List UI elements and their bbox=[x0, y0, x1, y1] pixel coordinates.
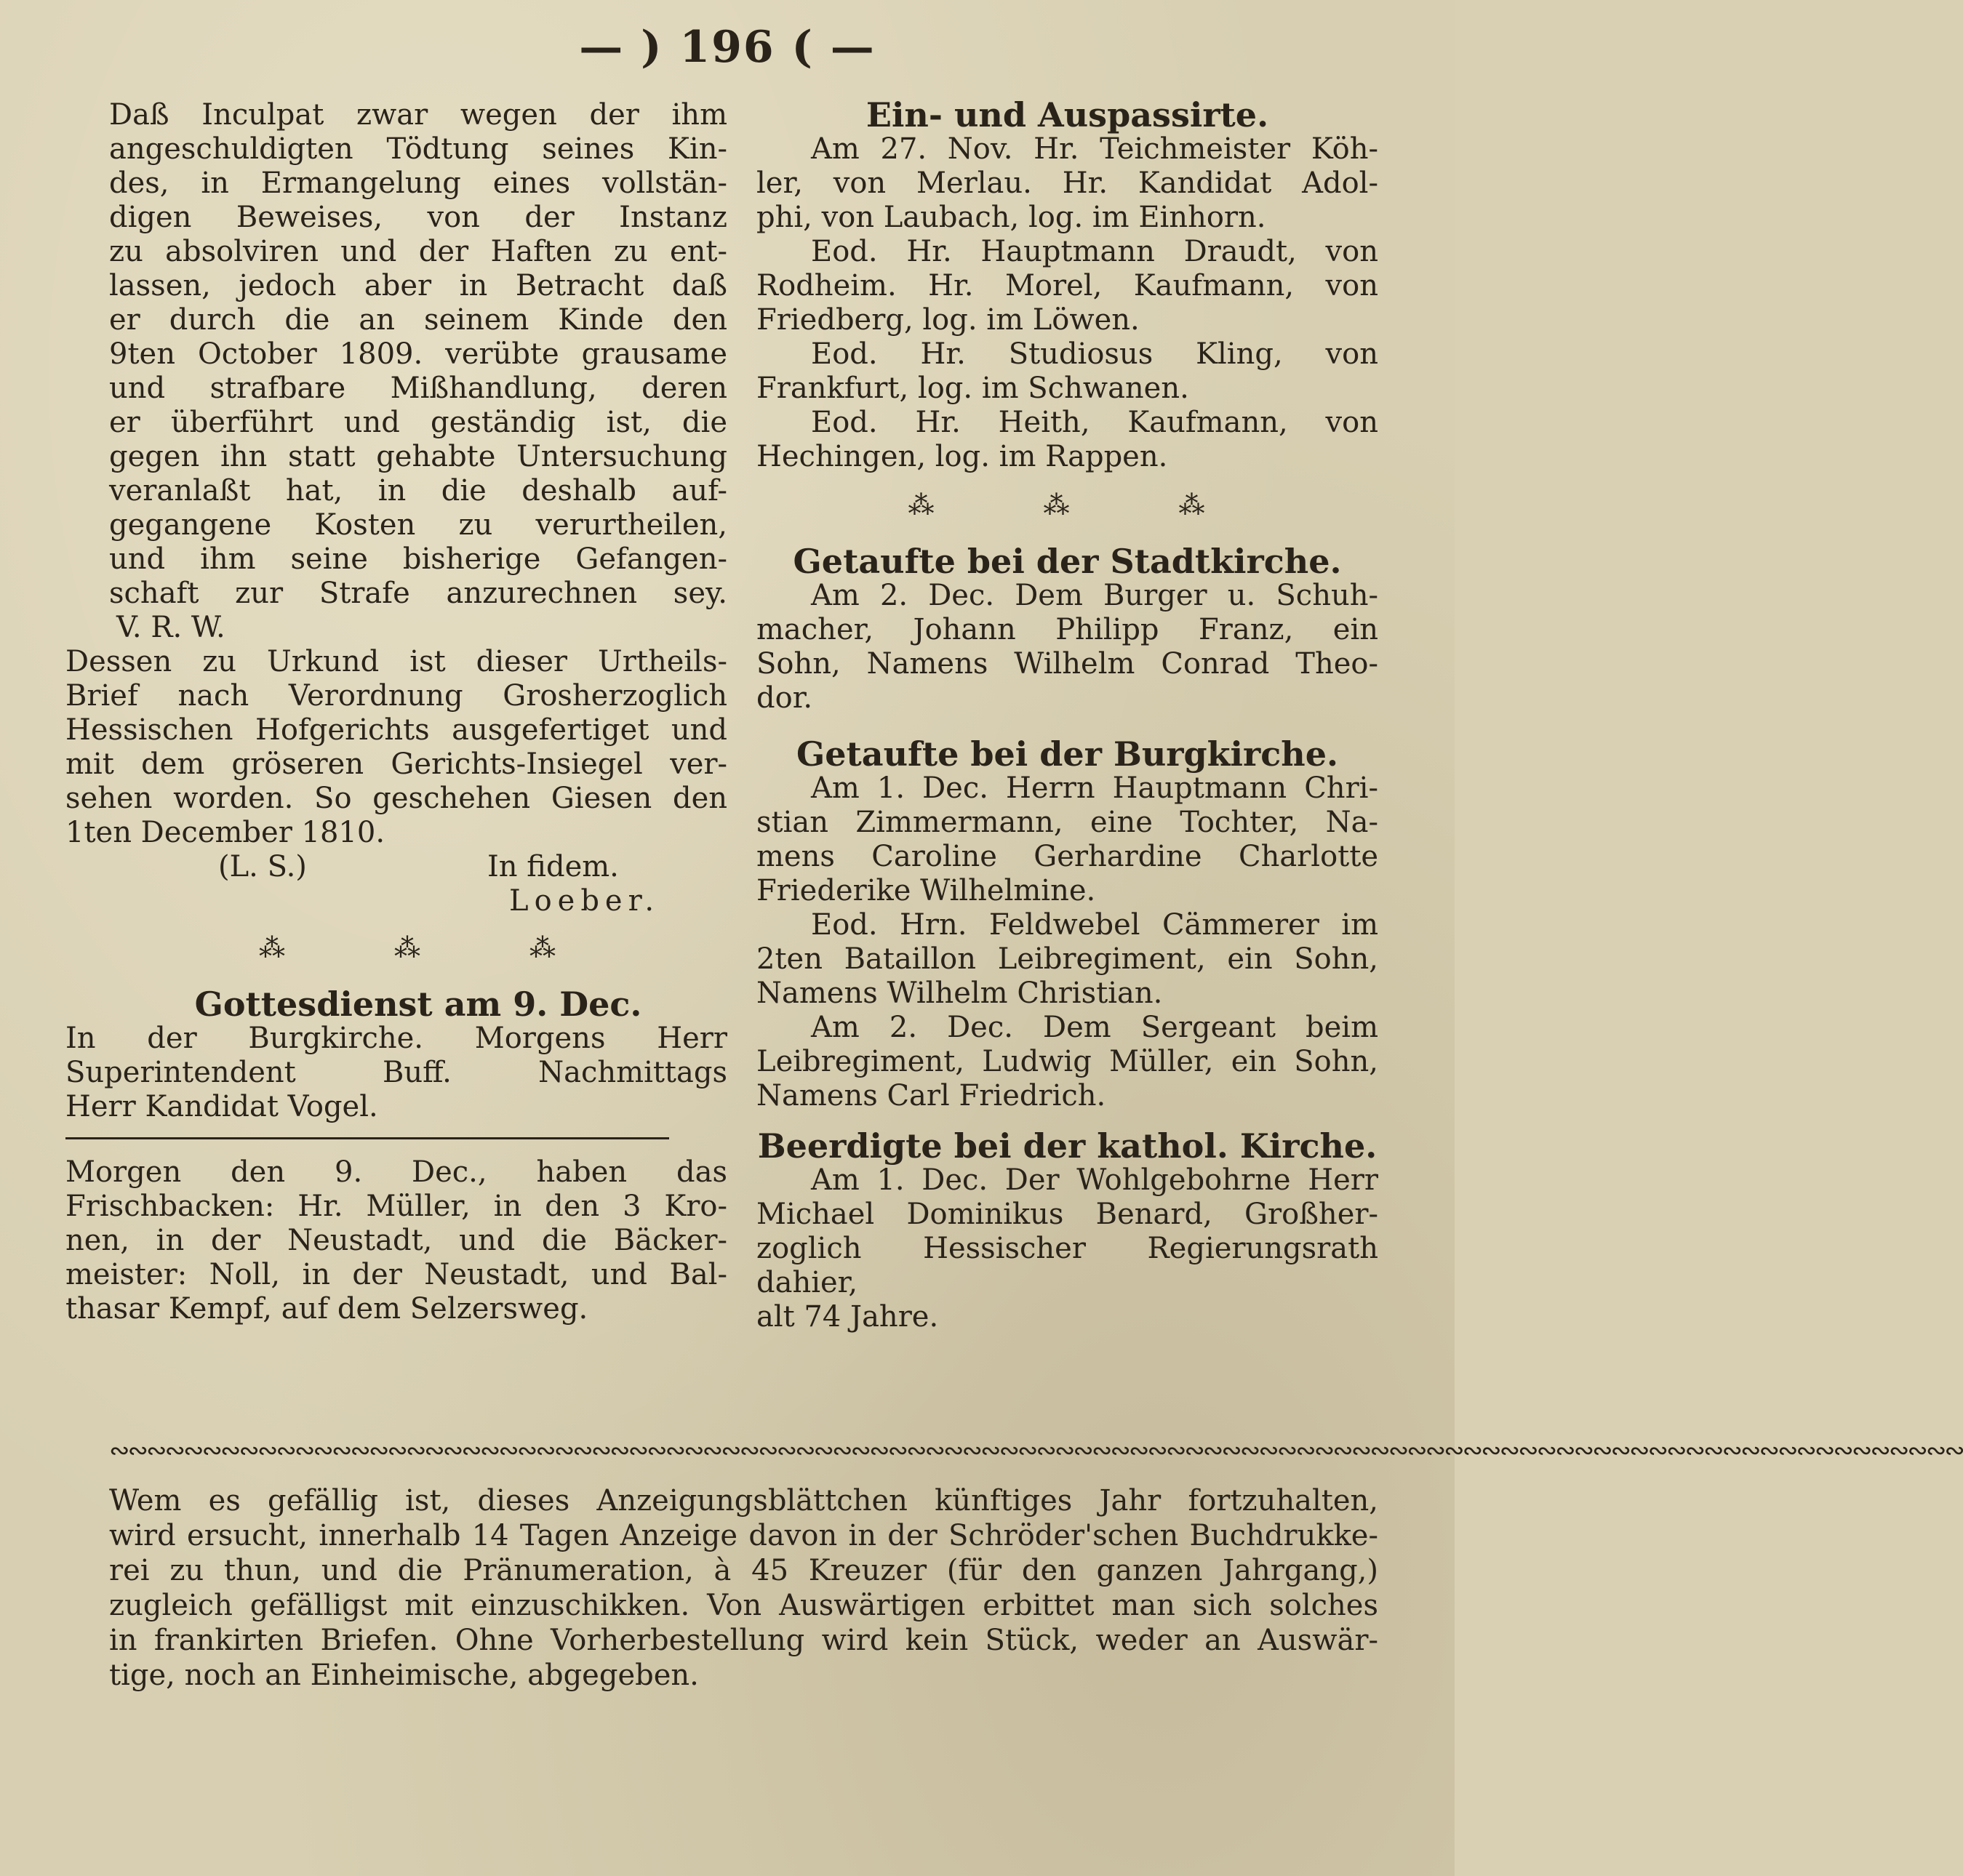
star-ornament: ⁂ bbox=[529, 934, 577, 963]
text-line: lassen, jedoch aber in Betracht daß bbox=[109, 269, 727, 302]
urkund-date: 1ten December 1810. bbox=[65, 816, 385, 849]
signature-row bbox=[109, 850, 727, 884]
text-line: meister: Noll, in der Neustadt, und Bal- bbox=[65, 1258, 727, 1291]
star-ornament: ⁂ bbox=[394, 934, 442, 963]
text-line: nen, in der Neustadt, und die Bäcker- bbox=[65, 1224, 727, 1257]
text-line: Frischbacken: Hr. Müller, in den 3 Kro- bbox=[65, 1190, 727, 1223]
text-line-last: phi, von Laubach, log. im Einhorn. bbox=[756, 201, 1266, 234]
text-line: Superintendent Buff. Nachmittags bbox=[65, 1056, 727, 1089]
text-line: in frankirten Briefen. Ohne Vorherbestellung wird kein Stück, weder an Auswär- bbox=[109, 1624, 1378, 1657]
text-line: angeschuldigten Tödtung seines Kin- bbox=[109, 132, 727, 166]
burgkirche-heading: Getaufte bei der Burgkirche. bbox=[796, 734, 1338, 774]
text-line: Hessischen Hofgerichts ausgefertiget und bbox=[65, 713, 727, 747]
text-line: Morgen den 9. Dec., haben das bbox=[65, 1155, 727, 1189]
text-line: mit dem gröseren Gerichts-Insiegel ver- bbox=[65, 747, 727, 781]
text-line: Eod. Hr. Heith, Kaufmann, von bbox=[811, 406, 1378, 439]
left-column bbox=[65, 98, 727, 1326]
text-line: und strafbare Mißhandlung, deren bbox=[109, 372, 727, 405]
gottesdienst-last: Herr Kandidat Vogel. bbox=[65, 1090, 378, 1123]
burgkirche-entry bbox=[756, 1011, 1378, 1113]
text-line: Am 2. Dec. Dem Burger u. Schuh- bbox=[811, 579, 1378, 612]
urkund-paragraph bbox=[65, 645, 727, 816]
text-line: macher, Johann Philipp Franz, ein bbox=[756, 613, 1378, 646]
text-line: und ihm seine bisherige Gefangen- bbox=[109, 542, 727, 576]
stadtkirche-entry bbox=[756, 579, 1378, 715]
ein-entry bbox=[756, 132, 1378, 235]
text-line: mens Caroline Gerhardine Charlotte bbox=[756, 840, 1378, 873]
seal-mark: (L. S.) bbox=[218, 850, 307, 883]
star-divider-left bbox=[109, 931, 727, 966]
stadtkirche-heading: Getaufte bei der Stadtkirche. bbox=[793, 542, 1342, 581]
text-line-last: Namens Carl Friedrich. bbox=[756, 1079, 1106, 1113]
text-line-last: Hechingen, log. im Rappen. bbox=[756, 440, 1168, 473]
text-line: Am 2. Dec. Dem Sergeant beim bbox=[811, 1011, 1378, 1044]
text-line: rei zu thun, und die Pränumeration, à 45 Kreuzer (für den ganzen Jahrgang,) bbox=[109, 1554, 1378, 1587]
text-line: sehen worden. So geschehen Giesen den bbox=[65, 782, 727, 815]
subscription-notice bbox=[109, 1483, 1378, 1693]
section-rule bbox=[65, 1137, 669, 1139]
ein-entry bbox=[756, 406, 1378, 474]
text-line: In der Burgkirche. Morgens Herr bbox=[65, 1022, 727, 1055]
text-line: zugleich gefälligst mit einzuschikken. Von Auswärtigen erbittet man sich solches bbox=[109, 1589, 1378, 1622]
text-line: schaft zur Strafe anzurechnen sey. bbox=[109, 577, 727, 610]
text-line: Wem es gefällig ist, dieses Anzeigungsblättchen künftiges Jahr fortzuhalten, bbox=[109, 1484, 1378, 1518]
text-line: gegangene Kosten zu verurtheilen, bbox=[109, 508, 727, 542]
text-line: Am 1. Dec. Herrn Hauptmann Chri- bbox=[811, 771, 1378, 805]
text-line: er überführt und geständig ist, die bbox=[109, 406, 727, 439]
gottesdienst-heading: Gottesdienst am 9. Dec. bbox=[194, 985, 642, 1024]
burgkirche-entry bbox=[756, 771, 1378, 908]
text-line: digen Beweises, von der Instanz bbox=[109, 201, 727, 234]
ornamental-rule: ∾∾∾∾∾∾∾∾∾∾∾∾∾∾∾∾∾∾∾∾∾∾∾∾∾∾∾∾∾∾∾∾∾∾∾∾∾∾∾∾∾∾∾∾∾∾∾∾∾∾∾∾∾∾∾∾∾∾∾∾∾∾∾∾∾∾∾∾∾∾∾∾∾∾∾∾∾∾∾∾∾∾∾∾∾∾∾∾∾∾∾∾∾∾∾∾∾∾∾∾ bbox=[109, 1436, 1963, 1465]
text-line: Am 27. Nov. Hr. Teichmeister Köh- bbox=[811, 132, 1378, 166]
text-line: 9ten October 1809. verübte grausame bbox=[109, 337, 727, 371]
star-ornament: ⁂ bbox=[908, 491, 956, 521]
in-fidem: In fidem. bbox=[487, 850, 619, 883]
text-line: Daß Inculpat zwar wegen der ihm bbox=[109, 98, 727, 132]
signatory-name: Loeber. bbox=[509, 884, 660, 918]
beerdigte-entry bbox=[756, 1163, 1378, 1334]
gottesdienst-paragraph bbox=[65, 1022, 727, 1090]
text-line: Dessen zu Urkund ist dieser Urtheils- bbox=[65, 645, 727, 678]
text-line: veranlaßt hat, in die deshalb auf- bbox=[109, 474, 727, 508]
footer-last-line: tige, noch an Einheimische, abgegeben. bbox=[109, 1659, 699, 1692]
star-ornament: ⁂ bbox=[1178, 491, 1227, 521]
text-line: zoglich Hessischer Regierungsrath dahier, bbox=[756, 1232, 1378, 1299]
text-line: wird ersucht, innerhalb 14 Tagen Anzeige davon in der Schröder'schen Buchdrukke- bbox=[109, 1519, 1378, 1552]
signature-row-2 bbox=[109, 884, 727, 918]
text-line: des, in Ermangelung eines vollstän- bbox=[109, 167, 727, 200]
ein-entry bbox=[756, 235, 1378, 337]
text-line: Eod. Hrn. Feldwebel Cämmerer im bbox=[811, 908, 1378, 942]
verdict-paragraph bbox=[109, 98, 727, 611]
text-line: Sohn, Namens Wilhelm Conrad Theo- bbox=[756, 647, 1378, 681]
text-line-last: Friederike Wilhelmine. bbox=[756, 874, 1096, 907]
burgkirche-entry bbox=[756, 908, 1378, 1011]
right-column bbox=[756, 95, 1378, 1334]
text-line: ler, von Merlau. Hr. Kandidat Adol- bbox=[756, 167, 1378, 200]
text-line: er durch die an seinem Kinde den bbox=[109, 303, 727, 337]
ein-entry bbox=[756, 337, 1378, 406]
text-line: stian Zimmermann, eine Tochter, Na- bbox=[756, 806, 1378, 839]
star-ornament: ⁂ bbox=[1043, 491, 1092, 521]
beerdigte-heading: Beerdigte bei der kathol. Kirche. bbox=[757, 1126, 1378, 1166]
text-line: 2ten Bataillon Leibregiment, ein Sohn, bbox=[756, 942, 1378, 976]
ein-auspassirte-heading: Ein- und Auspassirte. bbox=[865, 95, 1269, 135]
text-line-last: alt 74 Jahre. bbox=[756, 1300, 939, 1334]
text-line: Rodheim. Hr. Morel, Kaufmann, von bbox=[756, 269, 1378, 302]
text-line: zu absolviren und der Haften zu ent- bbox=[109, 235, 727, 268]
vrw-line: V. R. W. bbox=[116, 611, 225, 644]
text-line: Eod. Hr. Studiosus Kling, von bbox=[811, 337, 1378, 371]
text-line: Michael Dominikus Benard, Großher- bbox=[756, 1198, 1378, 1231]
star-divider-right bbox=[756, 489, 1378, 523]
morgen-paragraph bbox=[65, 1155, 727, 1292]
text-line-last: Namens Wilhelm Christian. bbox=[756, 977, 1163, 1010]
text-line-last: Friedberg, log. im Löwen. bbox=[756, 303, 1140, 337]
text-line: Brief nach Verordnung Grosherzoglich bbox=[65, 679, 727, 713]
text-line: Leibregiment, Ludwig Müller, ein Sohn, bbox=[756, 1045, 1378, 1078]
text-line-last: dor. bbox=[756, 681, 813, 715]
star-ornament: ⁂ bbox=[259, 934, 307, 963]
text-line-last: Frankfurt, log. im Schwanen. bbox=[756, 372, 1189, 405]
text-line: Am 1. Dec. Der Wohlgebohrne Herr bbox=[811, 1163, 1378, 1197]
page-number-header: — ) 196 ( — bbox=[579, 22, 876, 73]
text-line: Eod. Hr. Hauptmann Draudt, von bbox=[811, 235, 1378, 268]
text-line: gegen ihn statt gehabte Untersuchung bbox=[109, 440, 727, 473]
morgen-last: thasar Kempf, auf dem Selzersweg. bbox=[65, 1292, 588, 1326]
